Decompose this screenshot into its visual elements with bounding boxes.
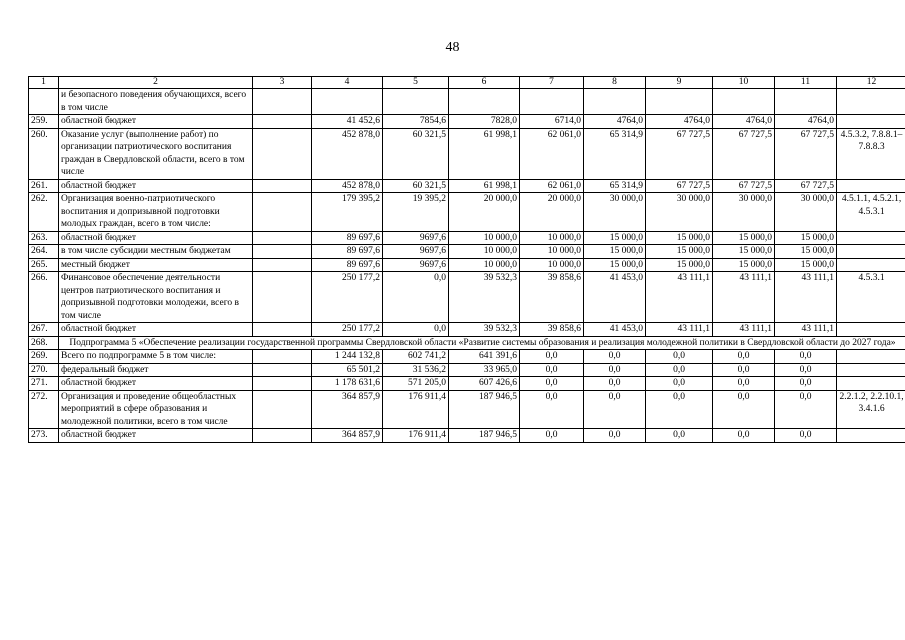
header-cell: 6	[449, 77, 520, 89]
value-cell: 1 178 631,6	[312, 377, 383, 391]
value-cell: 452 878,0	[312, 128, 383, 179]
column-3-cell	[253, 350, 312, 364]
column-3-cell	[253, 390, 312, 429]
row-name: областной бюджет	[59, 323, 253, 337]
column-3-cell	[253, 377, 312, 391]
target-code: 4.5.3.1	[837, 272, 905, 323]
header-cell: 3	[253, 77, 312, 89]
value-cell: 9697,6	[383, 231, 449, 245]
value-cell: 4764,0	[775, 115, 837, 129]
value-cell: 41 453,0	[584, 272, 646, 323]
row-name: Организация и проведение общеобластных мероприятий в сфере образования и молодежной политики, всего в том числе	[59, 390, 253, 429]
value-cell: 20 000,0	[520, 193, 584, 232]
table-row	[29, 258, 905, 272]
value-cell: 67 727,5	[713, 128, 775, 179]
value-cell: 0,0	[775, 350, 837, 364]
value-cell: 39 532,3	[449, 272, 520, 323]
table-row	[29, 128, 905, 179]
header-cell: 8	[584, 77, 646, 89]
header-cell: 5	[383, 77, 449, 89]
value-cell: 61 998,1	[449, 179, 520, 193]
row-number: 261.	[29, 179, 59, 193]
value-cell: 0,0	[775, 429, 837, 443]
header-cell: 7	[520, 77, 584, 89]
value-cell: 10 000,0	[520, 231, 584, 245]
value-cell	[775, 89, 837, 115]
value-cell: 30 000,0	[584, 193, 646, 232]
value-cell: 9697,6	[383, 245, 449, 259]
row-number: 263.	[29, 231, 59, 245]
target-code	[837, 377, 905, 391]
value-cell: 20 000,0	[449, 193, 520, 232]
value-cell: 0,0	[713, 363, 775, 377]
column-3-cell	[253, 272, 312, 323]
row-name: в том числе субсидии местным бюджетам	[59, 245, 253, 259]
table-row	[29, 350, 905, 364]
value-cell: 62 061,0	[520, 179, 584, 193]
value-cell: 65 314,9	[584, 128, 646, 179]
value-cell: 571 205,0	[383, 377, 449, 391]
row-name: Организация военно-патриотического воспитания и допризывной подготовки молодых граждан, всего в том числе:	[59, 193, 253, 232]
value-cell: 19 395,2	[383, 193, 449, 232]
value-cell: 452 878,0	[312, 179, 383, 193]
value-cell: 364 857,9	[312, 390, 383, 429]
value-cell: 43 111,1	[713, 323, 775, 337]
value-cell: 15 000,0	[713, 231, 775, 245]
table-row	[29, 429, 905, 443]
value-cell: 15 000,0	[713, 245, 775, 259]
value-cell: 10 000,0	[449, 245, 520, 259]
row-name: федеральный бюджет	[59, 363, 253, 377]
table-row	[29, 89, 905, 115]
row-name: областной бюджет	[59, 115, 253, 129]
column-3-cell	[253, 258, 312, 272]
column-3-cell	[253, 231, 312, 245]
header-cell: 1	[29, 77, 59, 89]
target-code	[837, 89, 905, 115]
value-cell: 250 177,2	[312, 272, 383, 323]
value-cell: 602 741,2	[383, 350, 449, 364]
value-cell: 67 727,5	[646, 128, 713, 179]
page-number: 48	[445, 40, 460, 55]
target-code	[837, 258, 905, 272]
value-cell: 4764,0	[646, 115, 713, 129]
value-cell: 67 727,5	[713, 179, 775, 193]
value-cell: 30 000,0	[646, 193, 713, 232]
value-cell: 9697,6	[383, 258, 449, 272]
value-cell: 0,0	[713, 377, 775, 391]
value-cell: 10 000,0	[520, 245, 584, 259]
table-row	[29, 231, 905, 245]
row-name: областной бюджет	[59, 231, 253, 245]
value-cell	[646, 89, 713, 115]
column-3-cell	[253, 363, 312, 377]
value-cell: 43 111,1	[646, 272, 713, 323]
header-row	[29, 77, 905, 89]
value-cell: 43 111,1	[775, 323, 837, 337]
header-cell: 12	[837, 77, 905, 89]
value-cell: 0,0	[584, 390, 646, 429]
value-cell: 4764,0	[584, 115, 646, 129]
row-number: 259.	[29, 115, 59, 129]
value-cell: 61 998,1	[449, 128, 520, 179]
value-cell: 187 946,5	[449, 390, 520, 429]
value-cell: 250 177,2	[312, 323, 383, 337]
column-3-cell	[253, 128, 312, 179]
value-cell: 10 000,0	[449, 258, 520, 272]
value-cell: 0,0	[383, 323, 449, 337]
header-cell: 11	[775, 77, 837, 89]
value-cell: 89 697,6	[312, 258, 383, 272]
value-cell	[449, 89, 520, 115]
value-cell: 0,0	[646, 363, 713, 377]
target-code	[837, 231, 905, 245]
value-cell: 15 000,0	[584, 231, 646, 245]
value-cell: 187 946,5	[449, 429, 520, 443]
row-name: Оказание услуг (выполнение работ) по организации патриотического воспитания граждан в Свердловской области, всего в том числе	[59, 128, 253, 179]
header-cell: 4	[312, 77, 383, 89]
value-cell: 67 727,5	[646, 179, 713, 193]
row-number: 264.	[29, 245, 59, 259]
value-cell: 60 321,5	[383, 128, 449, 179]
column-3-cell	[253, 179, 312, 193]
value-cell: 7828,0	[449, 115, 520, 129]
table-row	[29, 390, 905, 429]
row-number: 267.	[29, 323, 59, 337]
row-number: 271.	[29, 377, 59, 391]
row-name: и безопасного поведения обучающихся, всего в том числе	[59, 89, 253, 115]
value-cell: 67 727,5	[775, 128, 837, 179]
table-row	[29, 115, 905, 129]
target-code	[837, 179, 905, 193]
value-cell: 67 727,5	[775, 179, 837, 193]
column-3-cell	[253, 193, 312, 232]
row-number: 262.	[29, 193, 59, 232]
value-cell: 15 000,0	[584, 258, 646, 272]
row-name: областной бюджет	[59, 377, 253, 391]
table-row	[29, 363, 905, 377]
value-cell: 43 111,1	[713, 272, 775, 323]
value-cell: 31 536,2	[383, 363, 449, 377]
row-number: 265.	[29, 258, 59, 272]
row-name: Всего по подпрограмме 5 в том числе:	[59, 350, 253, 364]
budget-table	[28, 76, 905, 443]
column-3-cell	[253, 245, 312, 259]
value-cell	[383, 89, 449, 115]
row-name: Финансовое обеспечение деятельности центров патриотического воспитания и допризывной подготовки молодежи, всего в том числе	[59, 272, 253, 323]
value-cell: 39 858,6	[520, 323, 584, 337]
value-cell: 0,0	[520, 390, 584, 429]
value-cell: 4764,0	[713, 115, 775, 129]
value-cell	[584, 89, 646, 115]
target-code	[837, 323, 905, 337]
target-code	[837, 115, 905, 129]
table-row	[29, 179, 905, 193]
value-cell: 0,0	[713, 350, 775, 364]
target-code: 4.5.1.1, 4.5.2.1, 4.5.3.1	[837, 193, 905, 232]
value-cell: 15 000,0	[646, 231, 713, 245]
value-cell: 41 453,0	[584, 323, 646, 337]
value-cell: 33 965,0	[449, 363, 520, 377]
value-cell: 641 391,6	[449, 350, 520, 364]
value-cell: 0,0	[775, 390, 837, 429]
value-cell: 0,0	[775, 363, 837, 377]
value-cell: 364 857,9	[312, 429, 383, 443]
value-cell: 60 321,5	[383, 179, 449, 193]
value-cell: 1 244 132,8	[312, 350, 383, 364]
row-name: местный бюджет	[59, 258, 253, 272]
value-cell	[713, 89, 775, 115]
value-cell: 0,0	[646, 377, 713, 391]
value-cell: 65 314,9	[584, 179, 646, 193]
value-cell: 15 000,0	[646, 258, 713, 272]
value-cell: 89 697,6	[312, 245, 383, 259]
value-cell: 0,0	[520, 377, 584, 391]
row-number: 269.	[29, 350, 59, 364]
row-number	[29, 89, 59, 115]
value-cell: 0,0	[646, 390, 713, 429]
target-code	[837, 363, 905, 377]
row-number: 266.	[29, 272, 59, 323]
target-code: 2.2.1.2, 2.2.10.1, 3.4.1.6	[837, 390, 905, 429]
value-cell: 0,0	[520, 350, 584, 364]
value-cell: 0,0	[520, 363, 584, 377]
table-row	[29, 272, 905, 323]
header-cell: 10	[713, 77, 775, 89]
value-cell	[520, 89, 584, 115]
column-3-cell	[253, 89, 312, 115]
value-cell: 10 000,0	[449, 231, 520, 245]
value-cell: 15 000,0	[775, 245, 837, 259]
header-cell: 2	[59, 77, 253, 89]
target-code	[837, 350, 905, 364]
row-number: 268.	[29, 336, 59, 350]
column-3-cell	[253, 429, 312, 443]
value-cell: 0,0	[584, 429, 646, 443]
table-row	[29, 336, 905, 350]
value-cell: 62 061,0	[520, 128, 584, 179]
value-cell: 65 501,2	[312, 363, 383, 377]
value-cell: 41 452,6	[312, 115, 383, 129]
value-cell: 0,0	[584, 377, 646, 391]
value-cell: 6714,0	[520, 115, 584, 129]
value-cell: 30 000,0	[775, 193, 837, 232]
row-name: областной бюджет	[59, 429, 253, 443]
value-cell: 0,0	[713, 390, 775, 429]
row-number: 272.	[29, 390, 59, 429]
value-cell: 39 532,3	[449, 323, 520, 337]
value-cell: 15 000,0	[775, 231, 837, 245]
value-cell	[312, 89, 383, 115]
value-cell: 43 111,1	[646, 323, 713, 337]
value-cell: 15 000,0	[584, 245, 646, 259]
table-row	[29, 193, 905, 232]
value-cell: 89 697,6	[312, 231, 383, 245]
table-row	[29, 377, 905, 391]
header-cell: 9	[646, 77, 713, 89]
value-cell: 607 426,6	[449, 377, 520, 391]
value-cell: 179 395,2	[312, 193, 383, 232]
target-code: 4.5.3.2, 7.8.8.1–7.8.8.3	[837, 128, 905, 179]
value-cell: 30 000,0	[713, 193, 775, 232]
value-cell: 0,0	[775, 377, 837, 391]
value-cell: 43 111,1	[775, 272, 837, 323]
subprogram-title: Подпрограмма 5 «Обеспечение реализации государственной программы Свердловской области «Развитие системы образования и реализация молодежной политики в Свердловской области до 2027 года»	[59, 336, 905, 350]
value-cell: 0,0	[584, 363, 646, 377]
value-cell: 15 000,0	[646, 245, 713, 259]
value-cell: 0,0	[646, 429, 713, 443]
target-code	[837, 429, 905, 443]
value-cell: 0,0	[584, 350, 646, 364]
column-3-cell	[253, 323, 312, 337]
row-number: 273.	[29, 429, 59, 443]
value-cell: 0,0	[713, 429, 775, 443]
row-number: 270.	[29, 363, 59, 377]
value-cell: 0,0	[520, 429, 584, 443]
value-cell: 0,0	[383, 272, 449, 323]
value-cell: 176 911,4	[383, 390, 449, 429]
value-cell: 10 000,0	[520, 258, 584, 272]
value-cell: 176 911,4	[383, 429, 449, 443]
column-3-cell	[253, 115, 312, 129]
table-row	[29, 323, 905, 337]
value-cell: 39 858,6	[520, 272, 584, 323]
row-number: 260.	[29, 128, 59, 179]
value-cell: 7854,6	[383, 115, 449, 129]
value-cell: 15 000,0	[713, 258, 775, 272]
value-cell: 0,0	[646, 350, 713, 364]
row-name: областной бюджет	[59, 179, 253, 193]
target-code	[837, 245, 905, 259]
value-cell: 15 000,0	[775, 258, 837, 272]
table-row	[29, 245, 905, 259]
